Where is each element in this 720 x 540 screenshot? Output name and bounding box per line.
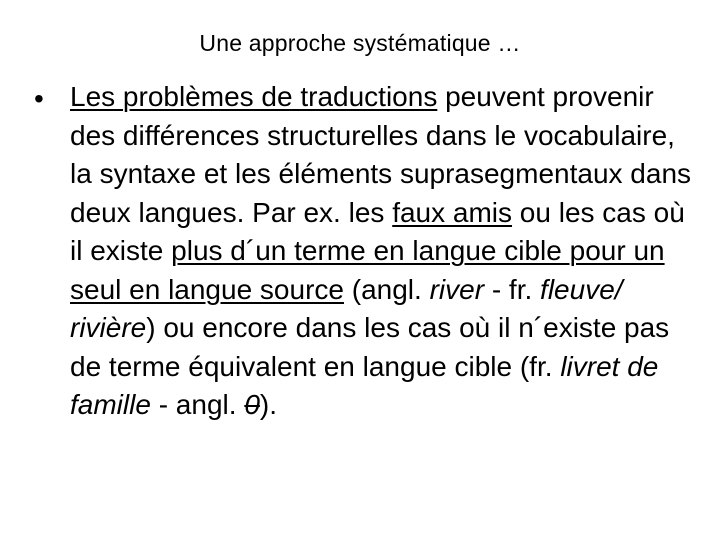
text-segment: peuvent provenir des différences structurelles dans le vocabulaire, la syntaxe et les éléments suprasegmentaux dans deux langues. Par ex. les <box>70 81 692 228</box>
underlined-phrase-translation-problems: Les problèmes de traductions <box>70 81 438 112</box>
text-segment: - fr. <box>484 273 541 305</box>
italic-example-livret-de-famille: livret de famille <box>70 350 659 420</box>
text-segment: ). <box>259 389 277 420</box>
italic-example-river: river <box>429 273 485 305</box>
bullet-text <box>70 78 700 425</box>
struck-zero-symbol: 0 <box>244 389 260 420</box>
underlined-phrase-false-friends: faux amis <box>392 196 513 228</box>
italic-example-fleuve-riviere: fleuve/ rivière <box>70 273 623 343</box>
text-segment: ) ou encore dans les cas où il n´existe pas de terme équivalent en langue cible (fr. <box>70 312 670 382</box>
slide-title: Une approche systématique … <box>199 30 521 56</box>
text-segment: - angl. <box>150 389 245 420</box>
text-segment: ou les cas où il existe <box>70 196 685 266</box>
underlined-phrase-multiple-terms: plus d´un terme en langue cible pour un seul en langue source <box>70 235 665 305</box>
bullet-icon: • <box>34 83 44 114</box>
text-segment: (angl. <box>343 273 430 305</box>
